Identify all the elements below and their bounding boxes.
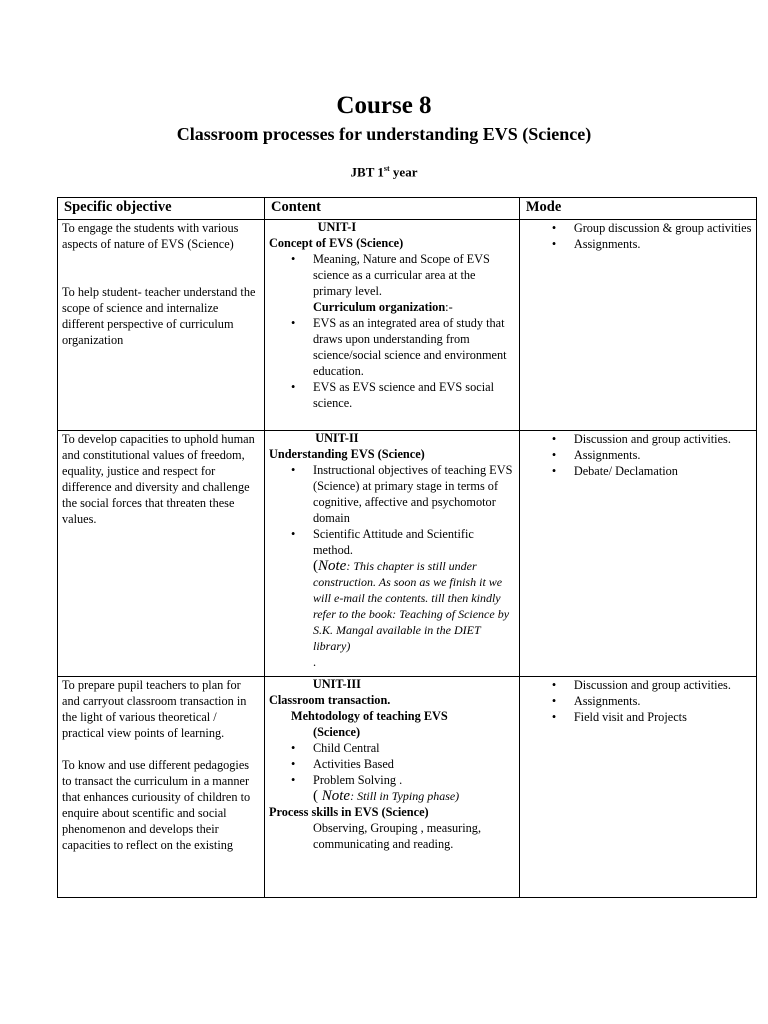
topic-heading: Concept of EVS (Science) bbox=[268, 236, 404, 250]
unit-heading: UNIT-I bbox=[317, 220, 357, 234]
list-item: • Meaning, Nature and Scope of EVS science as a curricular area at the primary level. bbox=[313, 251, 515, 299]
note-body: : This chapter is still under construction. As soon as we finish it we will e-mail the contents. till then kindly refer to the book: Teaching of Science by S.K. Mangal available in the DIET library) bbox=[312, 559, 510, 653]
subtopic-heading: Curriculum organization bbox=[312, 300, 446, 314]
note-dot: . bbox=[312, 655, 317, 669]
mode-list bbox=[524, 431, 752, 479]
content-text: Observing, Grouping , measuring, communicating and reading. bbox=[312, 821, 482, 851]
mode-cell bbox=[519, 677, 756, 898]
table-row bbox=[58, 431, 757, 677]
column-header-objective: Specific objective bbox=[58, 198, 265, 220]
page-subtitle: Classroom processes for understanding EVS (Science) bbox=[176, 124, 592, 144]
year-superscript: st bbox=[383, 164, 390, 173]
list-item: • Child Central bbox=[313, 740, 515, 756]
list-item: • Group discussion & group activities bbox=[574, 220, 752, 236]
note-text bbox=[269, 558, 515, 654]
content-list bbox=[269, 315, 515, 411]
note-text bbox=[269, 788, 515, 804]
list-item: • Field visit and Projects bbox=[574, 709, 752, 725]
course-year bbox=[0, 160, 768, 181]
objective-cell bbox=[58, 431, 265, 677]
mode-list bbox=[524, 677, 752, 725]
topic-subheading-cont: (Science) bbox=[312, 725, 361, 739]
content-cell bbox=[264, 431, 519, 677]
list-item: • EVS as an integrated area of study that draws upon understanding from science/social science and environment education. bbox=[313, 315, 515, 379]
list-item: • Assignments. bbox=[574, 236, 752, 252]
topic-heading: Classroom transaction. bbox=[268, 693, 391, 707]
mode-cell bbox=[519, 431, 756, 677]
mode-list bbox=[524, 220, 752, 252]
topic-heading: Process skills in EVS (Science) bbox=[268, 805, 429, 819]
note-label: Note bbox=[317, 558, 347, 574]
note-label: Note bbox=[321, 788, 351, 804]
unit-heading: UNIT-II bbox=[315, 431, 359, 445]
year-suffix: year bbox=[389, 164, 418, 180]
mode-cell bbox=[519, 220, 756, 431]
objective-text: To engage the students with various aspects of nature of EVS (Science) bbox=[62, 221, 239, 251]
topic-subheading: Mehtodology of teaching EVS bbox=[290, 709, 448, 723]
note-open: ( bbox=[312, 788, 322, 804]
year-prefix: JBT 1 bbox=[350, 164, 384, 180]
list-item: • Assignments. bbox=[574, 693, 752, 709]
content-list bbox=[269, 740, 515, 788]
list-item: • Assignments. bbox=[574, 447, 752, 463]
course-table bbox=[57, 197, 757, 898]
content-list bbox=[269, 251, 515, 299]
list-item: • Problem Solving . bbox=[313, 772, 515, 788]
unit-heading: UNIT-III bbox=[312, 677, 361, 691]
objective-cell bbox=[58, 220, 265, 431]
objective-text: To help student- teacher understand the scope of science and internalize different perspective of curriculum organization bbox=[62, 285, 256, 347]
topic-heading: Understanding EVS (Science) bbox=[268, 447, 425, 461]
list-item: • Instructional objectives of teaching EVS (Science) at primary stage in terms of cognitive, affective and psychomotor domain bbox=[313, 462, 515, 526]
content-cell bbox=[264, 677, 519, 898]
objective-cell bbox=[58, 677, 265, 898]
objective-text: To develop capacities to uphold human and constitutional values of freedom, equality, justice and respect for difference and diversity and challenge the social forces that threaten these values. bbox=[62, 432, 255, 526]
content-cell bbox=[264, 220, 519, 431]
list-item: • Debate/ Declamation bbox=[574, 463, 752, 479]
note-body: : Still in Typing phase) bbox=[350, 789, 460, 803]
table-header-row bbox=[58, 198, 757, 220]
list-item: • Scientific Attitude and Scientific method. bbox=[313, 526, 515, 558]
table-row bbox=[58, 677, 757, 898]
subtopic-suffix: :- bbox=[445, 300, 453, 314]
column-header-content: Content bbox=[264, 198, 519, 220]
subtopic bbox=[269, 299, 515, 315]
objective-text: To know and use different pedagogies to transact the curriculum in a manner that enhances curiousity of children to enquire about scentific and social phenomenon and develops their capacities to reflect on the existing bbox=[62, 758, 251, 852]
note-open: ( bbox=[312, 558, 318, 574]
objective-text: To prepare pupil teachers to plan for and carryout classroom transaction in the light of various theoretical / practical view points of learning. bbox=[62, 678, 247, 740]
column-header-mode: Mode bbox=[519, 198, 756, 220]
list-item: • Activities Based bbox=[313, 756, 515, 772]
list-item: • EVS as EVS science and EVS social science. bbox=[313, 379, 515, 411]
page-title: Course 8 bbox=[336, 92, 432, 119]
content-list bbox=[269, 462, 515, 558]
list-item: • Discussion and group activities. bbox=[574, 431, 752, 447]
list-item: • Discussion and group activities. bbox=[574, 677, 752, 693]
table-row bbox=[58, 220, 757, 431]
